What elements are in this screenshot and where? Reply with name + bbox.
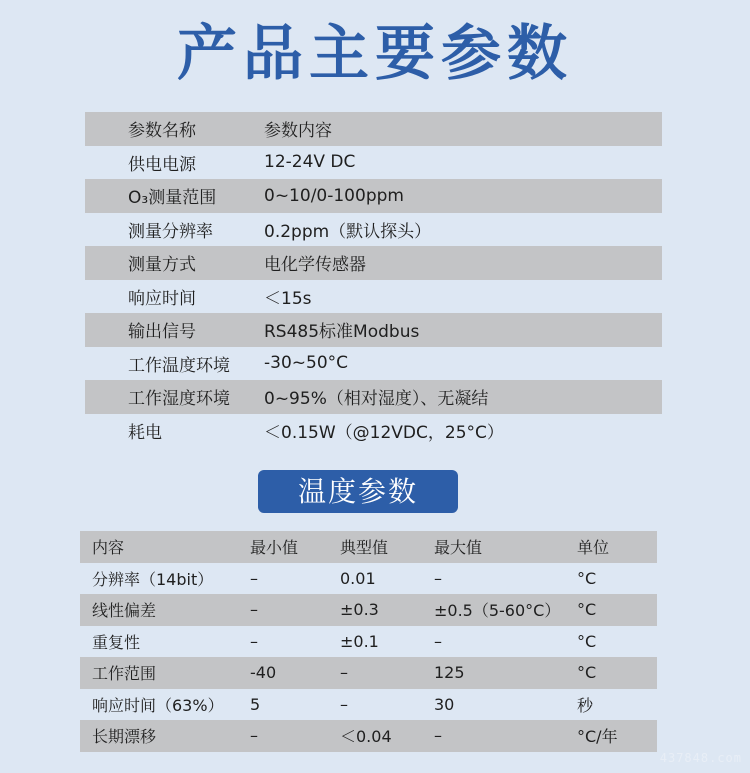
param-name: 测量方式 [128, 255, 196, 276]
header-min: 最小值 [250, 538, 299, 558]
header-unit: 单位 [577, 538, 610, 558]
cell-typical: – [340, 663, 348, 683]
header-param-name: 参数名称 [128, 121, 196, 142]
table-row [80, 626, 657, 658]
cell-typical: 0.01 [340, 568, 376, 588]
param-name: O₃测量范围 [128, 188, 217, 209]
cell-unit: °C [577, 663, 597, 683]
table-row [85, 146, 662, 180]
cell-min: – [250, 631, 258, 651]
cell-content: 分辨率（14bit） [92, 569, 214, 589]
param-value: RS485标准Modbus [264, 322, 420, 343]
cell-typical: – [340, 694, 348, 714]
cell-max: ±0.5（5-60°C） [434, 601, 561, 621]
cell-content: 线性偏差 [92, 601, 157, 621]
cell-max: 125 [434, 663, 465, 683]
cell-unit: °C/年 [577, 727, 618, 747]
table-row [85, 280, 662, 314]
table-row [85, 414, 662, 448]
header-content: 内容 [92, 538, 125, 558]
param-name: 测量分辨率 [128, 221, 213, 242]
cell-min: – [250, 726, 258, 746]
watermark: 437848.com [659, 751, 742, 765]
cell-unit: 秒 [577, 695, 594, 715]
cell-unit: °C [577, 631, 597, 651]
cell-unit: °C [577, 568, 597, 588]
cell-content: 响应时间（63%） [92, 695, 224, 715]
table-row [85, 213, 662, 247]
param-name: 工作湿度环境 [128, 389, 230, 410]
product-params-table [85, 112, 662, 447]
cell-content: 长期漂移 [92, 727, 157, 747]
param-value: ＜15s [264, 288, 312, 309]
cell-unit: °C [577, 600, 597, 620]
cell-content: 工作范围 [92, 664, 157, 684]
cell-max: – [434, 726, 442, 746]
header-param-content: 参数内容 [264, 121, 332, 142]
table-row [80, 563, 657, 595]
param-value: 0~95%（相对湿度）、无凝结 [264, 389, 489, 410]
table-row [85, 347, 662, 381]
table-header-row [80, 531, 657, 563]
param-value: 0.2ppm（默认探头） [264, 221, 432, 242]
cell-typical: ±0.1 [340, 631, 379, 651]
param-value: 电化学传感器 [264, 255, 366, 276]
param-name: 耗电 [128, 422, 162, 443]
param-name: 供电电源 [128, 154, 196, 175]
param-value: 12-24V DC [264, 152, 356, 173]
section-badge-temperature: 温度参数 [258, 470, 458, 513]
header-typical: 典型值 [340, 538, 389, 558]
cell-min: -40 [250, 663, 277, 683]
table-row [85, 246, 662, 280]
cell-typical: ±0.3 [340, 600, 379, 620]
header-max: 最大值 [434, 538, 483, 558]
param-name: 输出信号 [128, 322, 196, 343]
param-value: ＜0.15W（@12VDC，25°C） [264, 422, 504, 443]
cell-typical: ＜0.04 [340, 727, 392, 747]
table-row [80, 689, 657, 721]
temperature-params-table [80, 531, 657, 752]
table-row [85, 313, 662, 347]
cell-max: – [434, 568, 442, 588]
table-row [80, 720, 657, 752]
table-row [80, 594, 657, 626]
param-name: 响应时间 [128, 288, 196, 309]
cell-max: 30 [434, 694, 455, 714]
cell-min: 5 [250, 694, 261, 714]
table-header-row [85, 112, 662, 146]
param-value: 0~10/0-100ppm [264, 185, 404, 206]
cell-content: 重复性 [92, 632, 141, 652]
table-row [80, 657, 657, 689]
param-name: 工作温度环境 [128, 355, 230, 376]
cell-min: – [250, 600, 258, 620]
cell-min: – [250, 568, 258, 588]
param-value: -30~50°C [264, 353, 349, 374]
table-row [85, 179, 662, 213]
table-row [85, 380, 662, 414]
page-title: 产品主要参数 [177, 19, 573, 89]
cell-max: – [434, 631, 442, 651]
